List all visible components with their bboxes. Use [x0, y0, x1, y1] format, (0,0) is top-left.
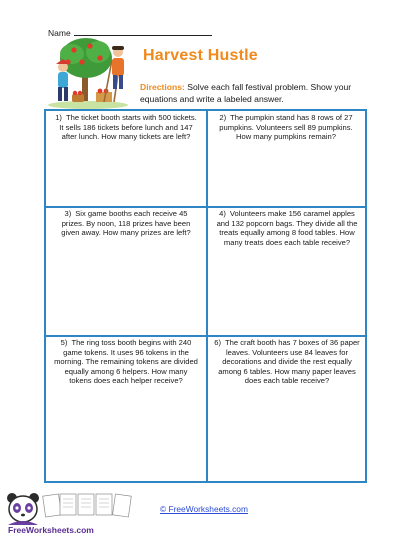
- problem-text: The ticket booth starts with 500 tickets. It sells 186 tickets before lunch and 147 after lunch. How many tickets are left?: [59, 113, 197, 142]
- directions-label: Directions:: [140, 82, 185, 92]
- grid-divider-horizontal-2: [46, 335, 365, 337]
- problem-3: [54, 209, 198, 238]
- problem-2: [214, 113, 358, 142]
- directions-text: Solve each fall festival problem. Show your equations and write a labeled answer.: [140, 82, 352, 104]
- problem-number: 4): [219, 209, 226, 218]
- problem-text: The ring toss booth begins with 240 game tokens. It uses 96 tokens in the morning. The remaining tokens are divided equally among 6 helpers. How many tokens does each helper receive?: [54, 338, 198, 386]
- problem-number: 5): [60, 338, 68, 347]
- problem-5: [54, 338, 198, 386]
- problem-4: [214, 209, 360, 247]
- problem-1: [54, 113, 198, 142]
- name-label: Name: [48, 28, 71, 38]
- grid-divider-vertical: [206, 111, 208, 481]
- harvest-illustration: [42, 36, 134, 110]
- grid-divider-horizontal-1: [46, 206, 365, 208]
- directions: [140, 81, 364, 105]
- problem-number: 6): [214, 338, 222, 347]
- problem-text: The craft booth has 7 boxes of 36 paper leaves. Volunteers use 84 leaves for decorations and divide the rest equally among 6 tables. How many paper leaves does each table receive?: [218, 338, 360, 386]
- freeworksheets-logo: [0, 489, 140, 539]
- problem-number: 2): [219, 113, 227, 122]
- problem-text: The pumpkin stand has 8 rows of 27 pumpkins. Volunteers sell 89 pumpkins. How many pumpkins remain?: [219, 113, 353, 142]
- problem-text: Six game booths each receive 45 prizes. By noon, 118 prizes have been given away. How many prizes are left?: [61, 209, 191, 238]
- problem-number: 1): [55, 113, 62, 122]
- name-line[interactable]: [74, 27, 212, 36]
- problem-6: [214, 338, 360, 386]
- problem-number: 3): [64, 209, 72, 218]
- footer-link[interactable]: © FreeWorksheets.com: [160, 504, 248, 514]
- problem-grid: [44, 109, 367, 483]
- problem-text: Volunteers make 156 caramel apples and 132 popcorn bags. They divide all the treats equally among 8 food tables. How many treats does each table receive?: [216, 209, 358, 247]
- logo-text: FreeWorksheets.com: [8, 525, 94, 535]
- worksheet-title: Harvest Hustle: [143, 47, 258, 64]
